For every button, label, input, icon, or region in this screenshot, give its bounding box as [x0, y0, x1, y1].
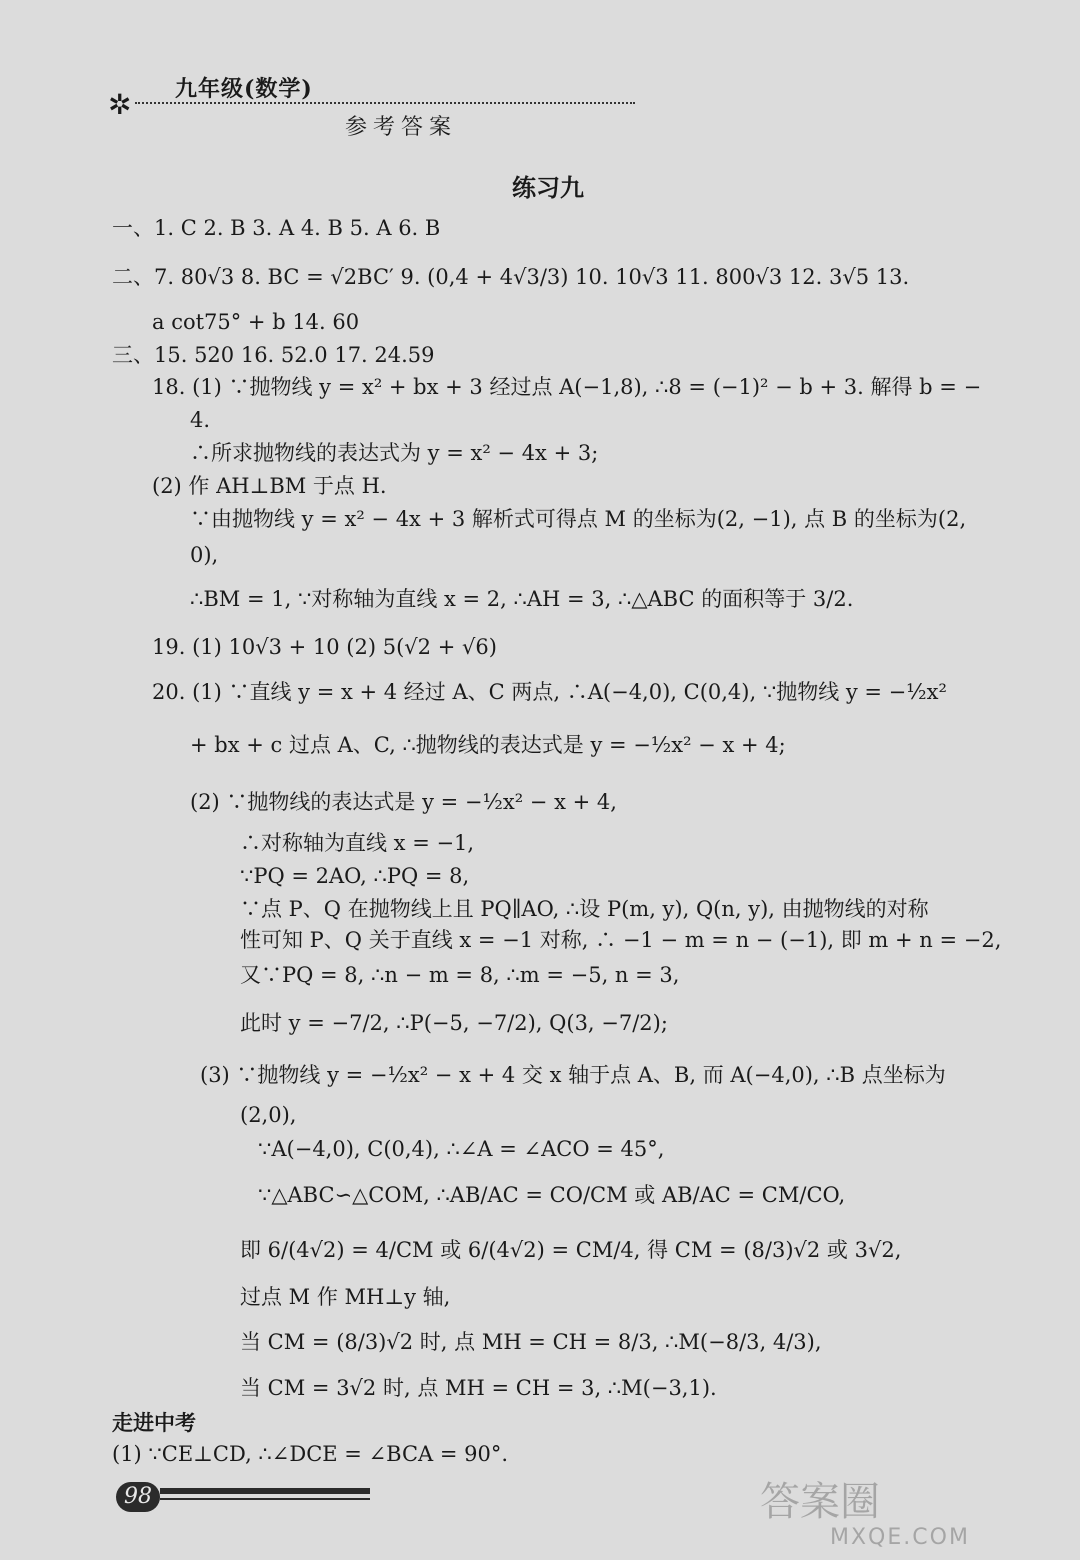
star-ornament-icon: ✲: [108, 88, 132, 121]
answer-line: 0),: [190, 543, 219, 567]
answer-line: 18. (1) ∵抛物线 y = x² + bx + 3 经过点 A(−1,8), ∴8 = (−1)² − b + 3. 解得 b = −: [152, 375, 982, 399]
section-title: 练习九: [512, 173, 584, 202]
answer-line: (2,0),: [240, 1103, 297, 1127]
answer-line: 当 CM = 3√2 时, 点 MH = CH = 3, ∴M(−3,1).: [240, 1376, 717, 1400]
watermark-logo: 答案圈: [760, 1479, 880, 1525]
answer-line: ∵△ABC∽△COM, ∴AB/AC = CO/CM 或 AB/AC = CM/CO,: [258, 1183, 846, 1207]
answer-line: (1) ∵CE⊥CD, ∴∠DCE = ∠BCA = 90°.: [112, 1442, 509, 1466]
answer-line: 一、1. C 2. B 3. A 4. B 5. A 6. B: [112, 216, 441, 240]
answer-line: 4.: [190, 408, 211, 432]
page-title: 参考答案: [345, 115, 458, 140]
answer-line: 即 6/(4√2) = 4/CM 或 6/(4√2) = CM/4, 得 CM = (8/3)√2 或 3√2,: [240, 1238, 902, 1262]
answer-line: ∵A(−4,0), C(0,4), ∴∠A = ∠ACO = 45°,: [258, 1137, 665, 1161]
answer-line: 20. (1) ∵直线 y = x + 4 经过 A、C 两点, ∴A(−4,0), C(0,4), ∵抛物线 y = −½x²: [152, 680, 947, 704]
answer-line: a cot75° + b 14. 60: [152, 310, 360, 334]
answer-line: (3) ∵抛物线 y = −½x² − x + 4 交 x 轴于点 A、B, 而 A(−4,0), ∴B 点坐标为: [200, 1063, 946, 1087]
answer-line: 此时 y = −7/2, ∴P(−5, −7/2), Q(3, −7/2);: [240, 1011, 668, 1035]
answer-line: ∴对称轴为直线 x = −1,: [240, 831, 475, 855]
header-grade: 九年级(数学): [175, 76, 313, 102]
answer-line: ∵由抛物线 y = x² − 4x + 3 解析式可得点 M 的坐标为(2, −1), 点 B 的坐标为(2,: [190, 507, 967, 531]
answer-line: 过点 M 作 MH⊥y 轴,: [240, 1285, 451, 1309]
answer-line: 性可知 P、Q 关于直线 x = −1 对称, ∴ −1 − m = n − (−1), 即 m + n = −2,: [240, 928, 1002, 952]
watermark-site: MXQE.COM: [830, 1525, 970, 1550]
answer-line: (2) 作 AH⊥BM 于点 H.: [152, 474, 387, 498]
answer-line: 当 CM = (8/3)√2 时, 点 MH = CH = 8/3, ∴M(−8/3, 4/3),: [240, 1330, 822, 1354]
answer-line: 19. (1) 10√3 + 10 (2) 5(√2 + √6): [152, 635, 497, 659]
answer-line: 又∵PQ = 8, ∴n − m = 8, ∴m = −5, n = 3,: [240, 963, 680, 987]
answer-line: ∵点 P、Q 在抛物线上且 PQ∥AO, ∴设 P(m, y), Q(n, y), 由抛物线的对称: [240, 897, 929, 921]
answer-line: 二、7. 80√3 8. BC = √2BC′ 9. (0,4 + 4√3/3) 10. 10√3 11. 800√3 12. 3√5 13.: [112, 265, 910, 289]
answer-line: ∵PQ = 2AO, ∴PQ = 8,: [240, 864, 470, 888]
footer-rule: [160, 1488, 370, 1494]
footer-rule-thin: [160, 1498, 370, 1500]
answer-line: + bx + c 过点 A、C, ∴抛物线的表达式是 y = −½x² − x + 4;: [190, 733, 786, 757]
answer-line: (2) ∵抛物线的表达式是 y = −½x² − x + 4,: [190, 790, 617, 814]
subsection-title: 走进中考: [112, 1410, 196, 1435]
answer-line: 三、15. 520 16. 52.0 17. 24.59: [112, 343, 435, 367]
page-number: 98: [116, 1482, 160, 1512]
answer-line: ∴所求抛物线的表达式为 y = x² − 4x + 3;: [190, 441, 599, 465]
answer-line: ∴BM = 1, ∵对称轴为直线 x = 2, ∴AH = 3, ∴△ABC 的面积等于 3/2.: [190, 587, 854, 611]
header-divider: [135, 102, 635, 104]
